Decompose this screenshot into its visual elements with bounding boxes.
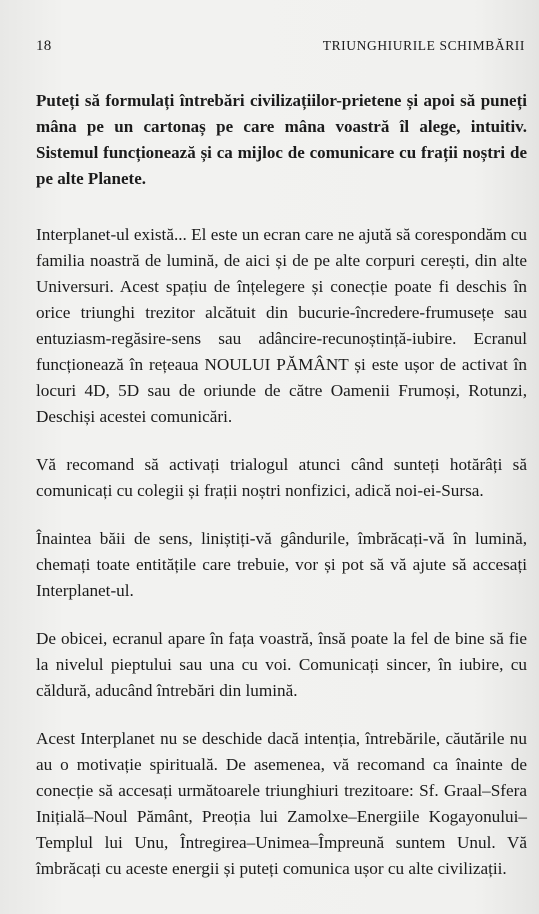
paragraph-triangles: Acest Interplanet nu se deschide dacă intenția, întrebările, căutările nu au o motivație spirituală. De asemenea, vă recomand ca înainte de conecție să accesați următoarele triunghiuri trezitoare: Sf. Graal–Sfera Inițială–Noul Pământ, Preoția lui Zamolxe–Energiile Kogayonului–Templul lui Unu, Întregirea–Unimea–Împreună suntem Unul. Vă îmbrăcați cu aceste energii și puteți comunica ușor cu alte civilizații. bbox=[36, 729, 527, 878]
page-header bbox=[36, 38, 525, 58]
lead-paragraph: Puteți să formulați întrebări civilizațiilor-prietene și apoi să puneți mâna pe un cartonaș pe care mâna voastră îl alege, intuitiv. Sistemul funcționează și ca mijloc de comunicare cu frații noștri de pe alte Planete. bbox=[36, 91, 527, 188]
paragraph-interplanet: Interplanet-ul există... El este un ecran care ne ajută să corespondăm cu familia noastră de lumină, de aici și de pe alte corpuri cerești, din alte Universuri. Acest spațiu de înțelegere și conecție poate fi deschis în orice triunghi trezitor alcătuit din bucurie-încredere-frumusețe sau entuziasm-regăsire-sens sau adâncire-recunoștință-iubire. Ecranul funcționează în rețeaua NOULUI PĂMÂNT și este ușor de activat în locuri 4D, 5D sau de oriunde de către Oamenii Frumoși, Rotunzi, Deschiși acestei comunicări. bbox=[36, 225, 527, 426]
running-title: TRIUNGHIURILE SCHIMBĂRII bbox=[322, 38, 525, 53]
paragraph-trialog: Vă recomand să activați trialogul atunci când sunteți hotărâți să comunicați cu colegii și frații noștri nonfizici, adică noi-ei-Sursa. bbox=[36, 455, 527, 500]
page-number: 18 bbox=[36, 38, 52, 54]
paragraph-preparation: Înaintea băii de sens, liniștiți-vă gândurile, îmbrăcați-vă în lumină, chemați toate entitățile care trebuie, vor și pot să vă ajute să accesați Interplanet-ul. bbox=[36, 529, 527, 600]
paragraph-screen: De obicei, ecranul apare în fața voastră, însă poate la fel de bine să fie la nivelul pieptului sau una cu voi. Comunicați sincer, în iubire, cu căldură, aducând întrebări din lumină. bbox=[36, 629, 527, 700]
page-body bbox=[36, 88, 527, 882]
